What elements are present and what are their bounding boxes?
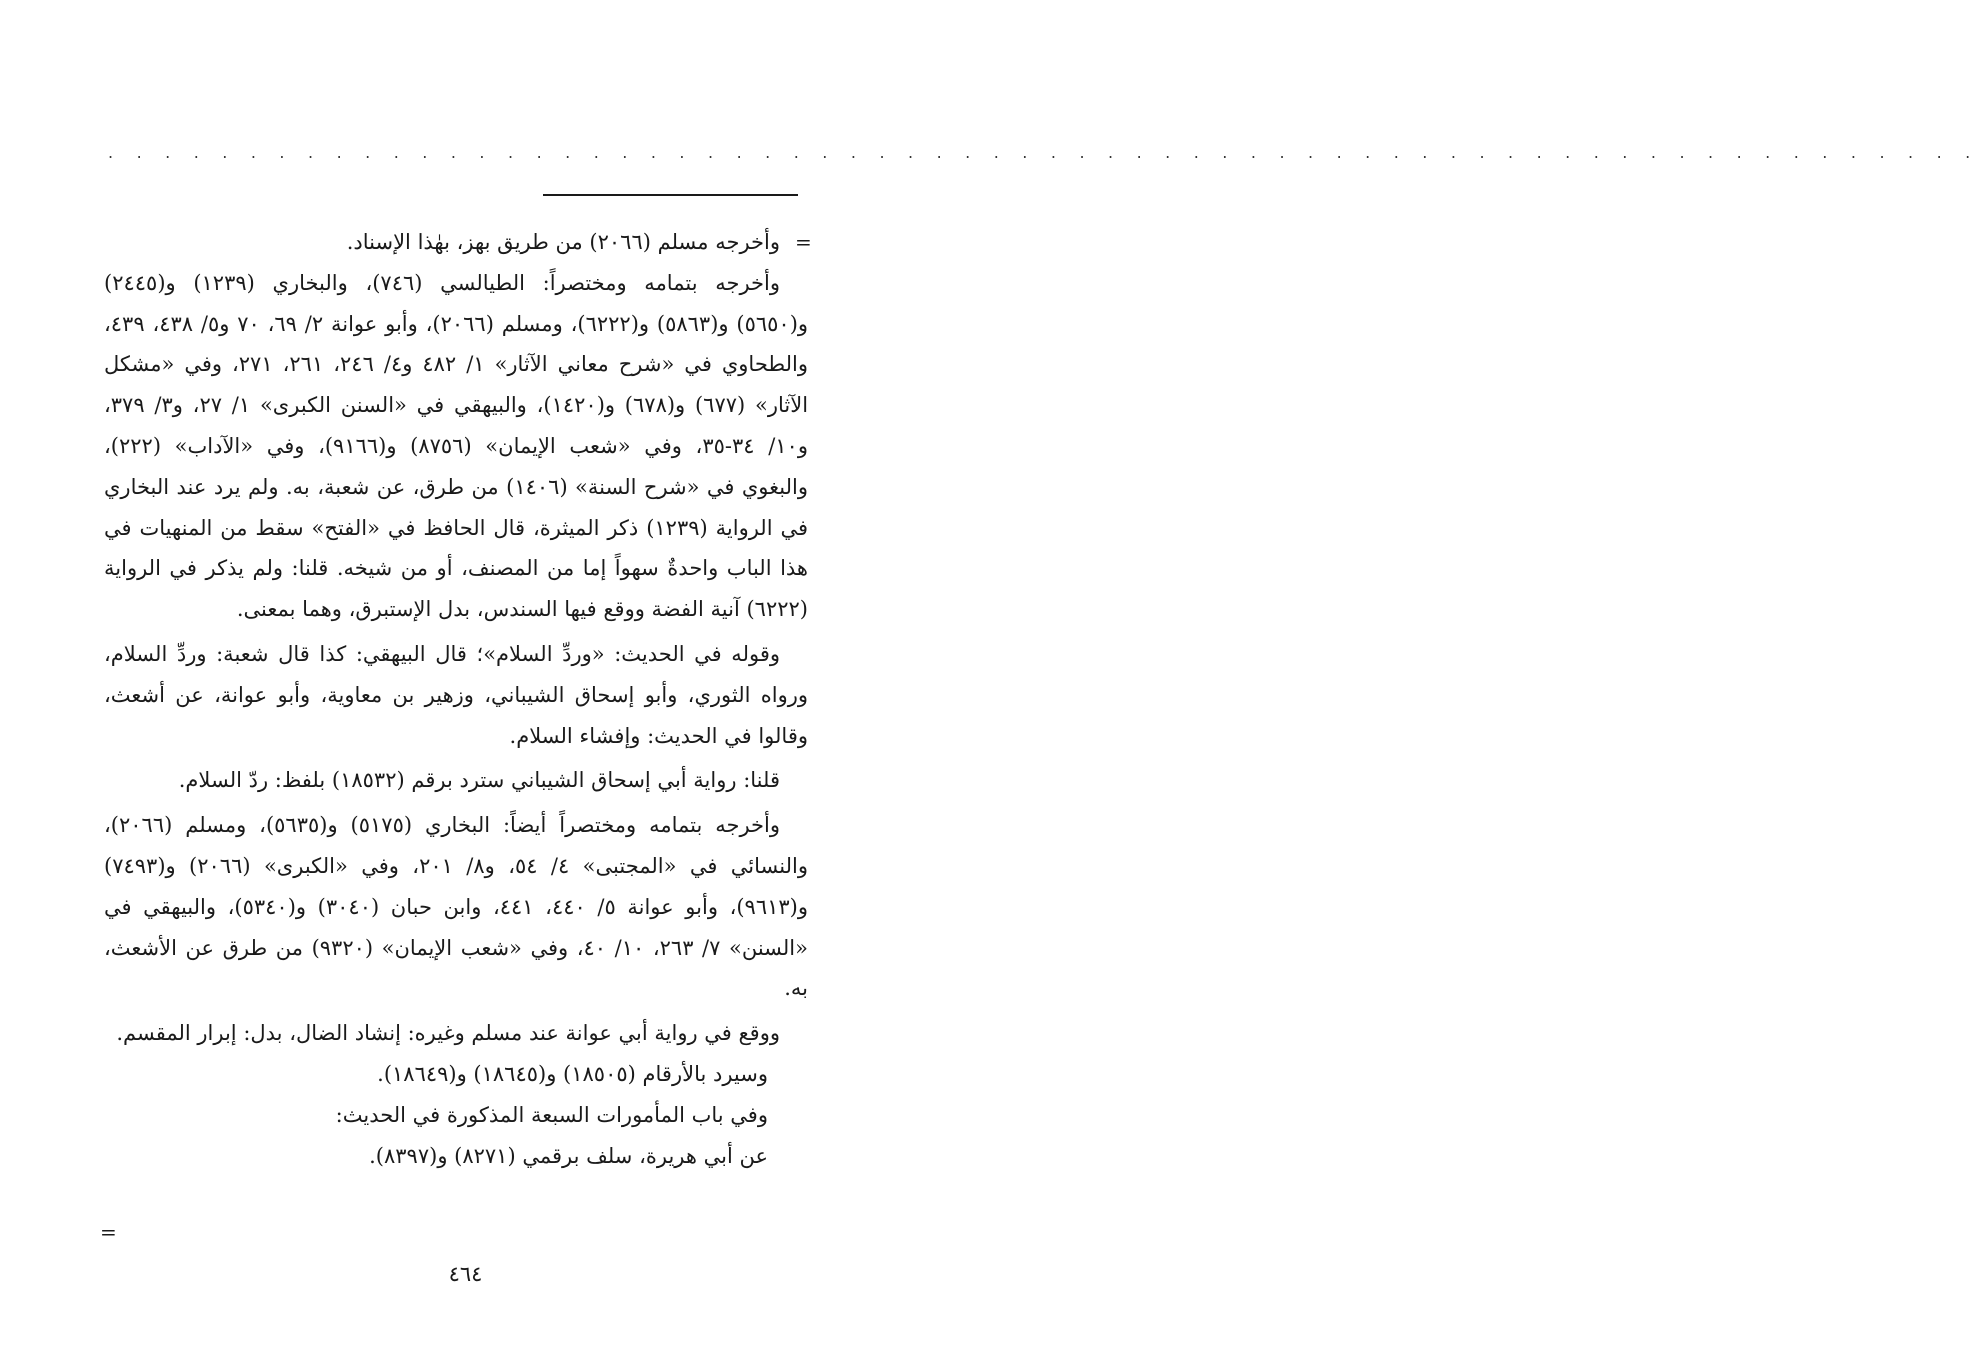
paragraph-7: وسيرد بالأرقام (١٨٥٠٥) و(١٨٦٤٥) و(١٨٦٤٩). [377,1061,768,1086]
paragraph-9: عن أبي هريرة، سلف برقمي (٨٢٧١) و(٨٣٩٧). [369,1143,768,1168]
paragraph-3: وقوله في الحديث: «وردِّ السلام»؛ قال البيهقي: كذا قال شعبة: وردِّ السلام، ورواه الثوري، وأبو إسحاق الشيباني، وزهير بن معاوية، وأبو عوانة، عن أشعث، وقالوا في الحديث: وإفشاء السلام. [104,641,808,748]
paragraph-1: وأخرجه مسلم (٢٠٦٦) من طريق بهز، بهٰذا الإسناد. [346,230,780,254]
footnote-rule [543,194,798,196]
page-number: ٤٦٤ [448,1262,483,1286]
continuation-marker-bottom: = [100,1220,117,1244]
paragraph-4: قلنا: رواية أبي إسحاق الشيباني سترد برقم (١٨٥٣٢) بلفظ: ردّ السلام. [178,768,780,793]
dotted-separator: . . . . . . . . . . . . . . . . . . . . . . . . . . . . . . . . . . . . . . . . . . . . . . . . . . . . . . . . . . . . . . . . . . [108,143,1979,162]
paragraph-5: وأخرجه بتمامه ومختصراً أيضاً: البخاري (٥١٧٥) و(٥٦٣٥)، ومسلم (٢٠٦٦)، والنسائي في «المجتبى» ٤/ ٥٤، و٨/ ٢٠١، وفي «الكبرى» (٢٠٦٦) و(٧٤٩٣) و(٩٦١٣)، وأبو عوانة ٥/ ٤٤٠، ٤٤١، وابن حبان (٣٠٤٠) و(٥٣٤٠)، والبيهقي في «السنن» ٧/ ٢٦٣، ١٠/ ٤٠، وفي «شعب الإيمان» (٩٣٢٠) من طرق عن الأشعث، به. [104,813,809,1001]
paragraph-2: وأخرجه بتمامه ومختصراً: الطيالسي (٧٤٦)، والبخاري (١٢٣٩) و(٢٤٤٥) و(٥٦٥٠) و(٥٨٦٣) و(٦٢٢٢)، ومسلم (٢٠٦٦)، وأبو عوانة ٢/ ٦٩، ٧٠ و٥/ ٤٣٨، ٤٣٩، والطحاوي في «شرح معاني الآثار» ١/ ٤٨٢ و٤/ ٢٤٦، ٢٦١، ٢٧١، وفي «مشكل الآثار» (٦٧٧) و(٦٧٨) و(١٤٢٠)، والبيهقي في «السنن الكبرى» ١/ ٢٧، و٣/ ٣٧٩، و١٠/ ٣٤-٣٥، وفي «شعب الإيمان» (٨٧٥٦) و(٩١٦٦)، وفي «الآداب» (٢٢٢)، والبغوي في «شرح السنة» (١٤٠٦) من طرق، عن شعبة، به. ولم يرد عند البخاري في الرواية (١٢٣٩) ذكر الميثرة، قال الحافظ في «الفتح» سقط من المنهيات في هذا الباب واحدةٌ سهواً إما من المصنف، أو من شيخه. قلنا: ولم يذكر في الرواية (٦٢٢٢) آنية الفضة ووقع فيها السندس، بدل الإستبرق، وهما بمعنى. [104,270,809,622]
paragraph-6: ووقع في رواية أبي عوانة عند مسلم وغيره: إنشاد الضال، بدل: إبرار المقسم. [116,1021,780,1046]
footnote-body [104,222,808,1176]
continuation-marker-top: = [795,230,812,254]
paragraph-8: وفي باب المأمورات السبعة المذكورة في الحديث: [335,1102,768,1127]
